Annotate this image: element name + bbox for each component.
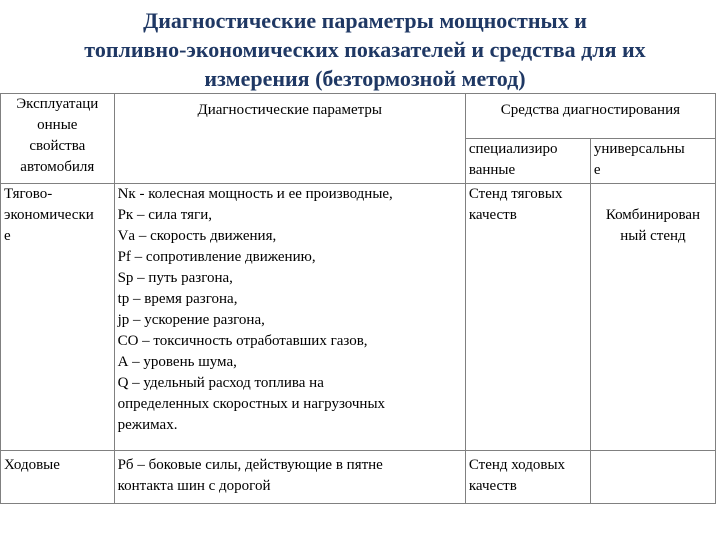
row-parameters: Pб – боковые силы, действующие в пятне контакта шин с дорогой — [114, 451, 465, 504]
slide-title: Диагностические параметры мощностных и топливно-экономических показателей и средства для их измерения (безтормозной метод) — [84, 8, 646, 91]
row-specialized: Стенд тяговых качеств — [465, 184, 590, 451]
row-universal — [590, 451, 715, 504]
table-row — [1, 451, 716, 504]
row-property: Ходовые — [1, 451, 115, 504]
header-universal: универсальны е — [590, 139, 715, 184]
row-property: Тягово- экономически е — [1, 184, 115, 451]
header-means: Средства диагностирования — [465, 94, 715, 139]
row-specialized: Стенд ходовых качеств — [465, 451, 590, 504]
header-specialized: специализиро ванные — [465, 139, 590, 184]
header-parameters: Диагностические параметры — [114, 94, 465, 184]
diagnostics-table — [0, 93, 716, 504]
header-row — [1, 94, 716, 139]
row-parameters: Nк - колесная мощность и ее производные, Pк – сила тяги, Vа – скорость движения, Pf – сопротивление движению, Sр – путь разгона, tр – время разгона, jр – ускорение разгона, СО – токсичность отработавших газов, А – уровень шума, Q – удельный расход топлива на определенных скоростных и нагрузочных режимах. — [114, 184, 465, 451]
header-properties: Эксплуатаци онные свойства автомобиля — [1, 94, 115, 184]
table-row — [1, 184, 716, 451]
row-universal: Комбинирован ный стенд — [590, 184, 715, 451]
